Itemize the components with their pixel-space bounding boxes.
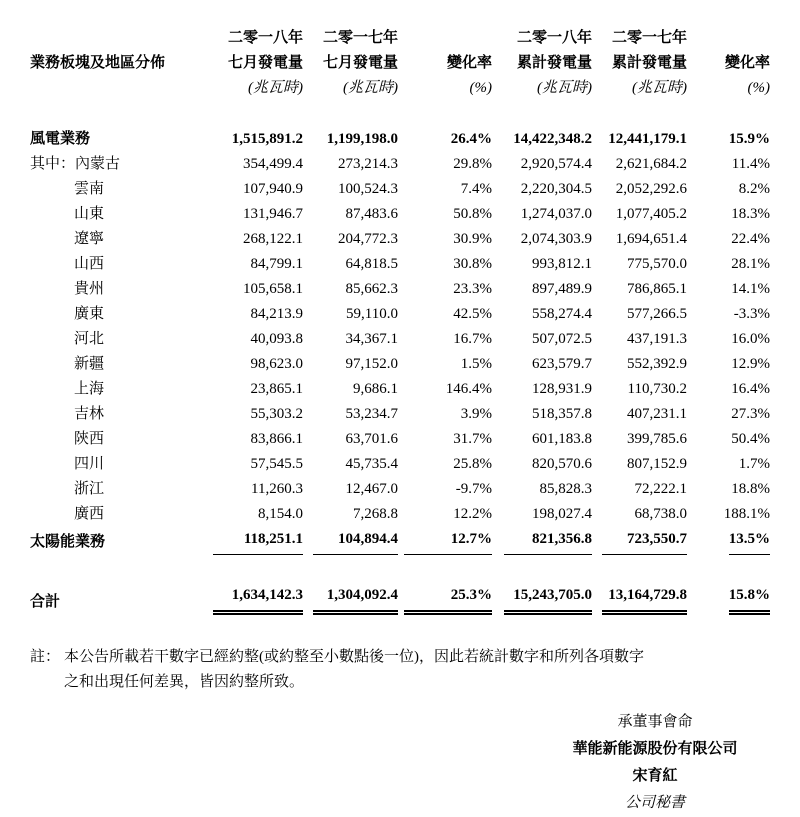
cell-change-monthly: 25.8% [453,456,492,472]
cell-cum-2018: 15,243,705.0 [492,555,592,615]
cell-cum-2017: 723,550.7 [592,527,687,555]
table-row [30,402,770,427]
cell-change-monthly: 3.9% [460,406,492,422]
row-label-cell [30,555,202,615]
cell-cum-2018: 2,920,574.4 [520,156,592,172]
cell-jul-2018: 118,251.1 [202,527,303,555]
cell-cum-2017: 68,738.0 [634,506,687,522]
table-row [30,127,770,152]
header-year: 二零一八年 [516,30,592,46]
header-year: 二零一八年 [227,30,303,46]
cell-jul-2017: 104,894.4 [303,527,398,555]
column-header-cum-2017 [592,26,687,127]
cell-cum-2017: 1,077,405.2 [615,206,687,222]
cell-change-cumulative: 12.9% [731,356,770,372]
table-row [30,377,770,402]
row-label: 太陽能業務 [30,534,106,550]
table-row [30,427,770,452]
column-header-segment [30,26,202,127]
row-label: 新疆 [74,356,105,372]
cell-change-monthly: 30.8% [453,256,492,272]
cell-change-monthly: 30.9% [453,231,492,247]
row-label-cell [30,277,202,302]
row-label-cell [30,402,202,427]
cell-cum-2017: 437,191.3 [627,331,687,347]
table-row [30,502,770,527]
cell-change-cumulative: 28.1% [731,256,770,272]
row-label: 山西 [74,256,105,272]
cell-jul-2018: 107,940.9 [243,181,303,197]
cell-jul-2017: 7,268.8 [353,506,398,522]
cell-cum-2018: 128,931.9 [532,381,592,397]
cell-cum-2018: 558,274.4 [532,306,592,322]
cell-cum-2018: 993,812.1 [532,256,592,272]
cell-cum-2017: 13,164,729.8 [592,555,687,615]
company-name: 華能新能源股份有限公司 [572,741,738,757]
cell-jul-2018: 1,634,142.3 [202,555,303,615]
row-label-cell [30,227,202,252]
header-unit: (兆瓦時) [248,80,303,96]
table-row [30,352,770,377]
cell-jul-2018: 354,499.4 [243,156,303,172]
cell-change-cumulative: 8.2% [738,181,770,197]
cell-cum-2017: 786,865.1 [627,281,687,297]
cell-cum-2017: 12,441,179.1 [608,131,687,147]
column-header-cum-2018 [492,26,592,127]
cell-cum-2017: 2,052,292.6 [615,181,687,197]
row-label: 河北 [74,331,105,347]
header-spacer [30,26,202,51]
row-label-cell [30,327,202,352]
row-label: 廣西 [74,506,105,522]
row-label: 遼寧 [74,231,105,247]
cell-cum-2018: 518,357.8 [532,406,592,422]
table-row [30,477,770,502]
cell-jul-2017: 63,701.6 [345,431,398,447]
cell-cum-2017: 807,152.9 [627,456,687,472]
signatory-title: 公司秘書 [624,795,685,811]
header-spacer [398,26,492,51]
cell-change-monthly: 42.5% [453,306,492,322]
row-label: 合計 [30,594,61,610]
segment-header-label: 業務板塊及地區分佈 [30,55,166,71]
cell-jul-2017: 45,735.4 [345,456,398,472]
cell-cum-2018: 897,489.9 [532,281,592,297]
cell-change-monthly: 16.7% [453,331,492,347]
header-year: 二零一七年 [611,30,687,46]
cell-jul-2017: 9,686.1 [353,381,398,397]
cell-cum-2018: 1,274,037.0 [520,206,592,222]
cell-change-monthly: 12.7% [398,527,492,555]
cell-jul-2018: 23,865.1 [250,381,303,397]
cell-cum-2018: 601,183.8 [532,431,592,447]
column-header-jul-2018 [202,26,303,127]
cell-cum-2018: 198,027.4 [532,506,592,522]
row-label: 貴州 [74,281,105,297]
table-header [30,26,770,127]
row-label-cell [30,477,202,502]
header-unit: (兆瓦時) [537,80,592,96]
row-label-cell [30,527,202,555]
cell-change-monthly: 25.3% [398,555,492,615]
row-label: 山東 [74,206,105,222]
row-label: 上海 [74,381,105,397]
header-measure: 變化率 [724,55,770,71]
cell-change-cumulative: 16.0% [731,331,770,347]
table-row [30,277,770,302]
table-row [30,527,770,555]
cell-change-cumulative: 11.4% [731,156,770,172]
cell-cum-2017: 775,570.0 [627,256,687,272]
cell-change-cumulative: 15.9% [728,131,770,147]
row-label-cell [30,352,202,377]
cell-change-cumulative: 27.3% [731,406,770,422]
cell-change-monthly: 31.7% [453,431,492,447]
cell-cum-2017: 552,392.9 [627,356,687,372]
table-row [30,152,770,177]
cell-change-monthly: 7.4% [460,181,492,197]
cell-cum-2018: 820,570.6 [532,456,592,472]
row-label-cell [30,152,202,177]
cell-jul-2017: 34,367.1 [345,331,398,347]
note-label: 註： [30,649,61,665]
cell-jul-2018: 98,623.0 [250,356,303,372]
cell-jul-2018: 55,303.2 [250,406,303,422]
cell-cum-2018: 507,072.5 [532,331,592,347]
row-label: 其中：內蒙古 [30,156,121,172]
table-row [30,302,770,327]
cell-cum-2017: 577,266.5 [627,306,687,322]
cell-jul-2017: 273,214.3 [338,156,398,172]
header-unit: (兆瓦時) [632,80,687,96]
cell-change-monthly: 29.8% [453,156,492,172]
cell-cum-2017: 407,231.1 [627,406,687,422]
row-label: 廣東 [74,306,105,322]
cell-change-cumulative: 16.4% [731,381,770,397]
cell-change-monthly: 12.2% [453,506,492,522]
cell-change-monthly: 146.4% [445,381,492,397]
cell-jul-2017: 64,818.5 [345,256,398,272]
table-row [30,452,770,477]
header-spacer [687,26,770,51]
cell-jul-2017: 85,662.3 [345,281,398,297]
cell-jul-2018: 8,154.0 [258,506,303,522]
note-line-1: 本公告所載若干數字已經約整(或約整至小數點後一位)，因此若統計數字和所列各項數字 [64,649,644,665]
header-unit: (%) [747,80,770,96]
cell-jul-2017: 1,304,092.4 [303,555,398,615]
cell-jul-2018: 40,093.8 [250,331,303,347]
cell-jul-2017: 100,524.3 [338,181,398,197]
row-label-cell [30,202,202,227]
signatory-name: 宋育紅 [632,768,678,784]
header-unit: (%) [469,80,492,96]
cell-cum-2018: 85,828.3 [539,481,592,497]
row-label: 四川 [74,456,105,472]
cell-change-cumulative: -3.3% [733,306,770,322]
cell-change-monthly: 1.5% [460,356,492,372]
row-label: 陝西 [74,431,105,447]
table-body [30,127,770,615]
table-row [30,327,770,352]
row-label-cell [30,177,202,202]
cell-jul-2017: 1,199,198.0 [326,131,398,147]
header-measure: 累計發電量 [611,55,687,71]
cell-cum-2017: 1,694,651.4 [615,231,687,247]
header-measure: 七月發電量 [322,55,398,71]
cell-cum-2017: 72,222.1 [634,481,687,497]
cell-jul-2018: 1,515,891.2 [231,131,303,147]
cell-change-monthly: -9.7% [455,481,492,497]
header-unit: (兆瓦時) [343,80,398,96]
table-row [30,177,770,202]
table-row [30,555,770,615]
row-label: 風電業務 [30,131,91,147]
cell-change-cumulative: 188.1% [723,506,770,522]
cell-change-cumulative: 18.8% [731,481,770,497]
cell-change-cumulative: 18.3% [731,206,770,222]
cell-jul-2017: 59,110.0 [346,306,398,322]
cell-jul-2017: 204,772.3 [338,231,398,247]
cell-jul-2018: 83,866.1 [250,431,303,447]
header-spacer [30,76,202,101]
table-row [30,202,770,227]
cell-cum-2017: 399,785.6 [627,431,687,447]
cell-change-cumulative: 13.5% [687,527,770,555]
cell-change-cumulative: 1.7% [738,456,770,472]
cell-jul-2017: 53,234.7 [345,406,398,422]
cell-cum-2018: 2,074,303.9 [520,231,592,247]
signature-block [540,709,770,817]
row-label-cell [30,452,202,477]
cell-cum-2018: 821,356.8 [492,527,592,555]
cell-jul-2018: 11,260.3 [251,481,303,497]
cell-cum-2018: 14,422,348.2 [513,131,592,147]
column-header-change-monthly [398,26,492,127]
table-row [30,227,770,252]
generation-table [30,26,770,615]
cell-jul-2018: 57,545.5 [250,456,303,472]
cell-jul-2018: 268,122.1 [243,231,303,247]
cell-change-cumulative: 50.4% [731,431,770,447]
column-header-change-cumulative [687,26,770,127]
cell-jul-2018: 84,213.9 [250,306,303,322]
cell-jul-2017: 97,152.0 [345,356,398,372]
cell-change-monthly: 50.8% [453,206,492,222]
cell-jul-2017: 87,483.6 [345,206,398,222]
note-line-2: 之和出現任何差異，皆因約整所致。 [64,674,305,690]
row-label: 吉林 [74,406,105,422]
row-label-cell [30,252,202,277]
row-label: 雲南 [74,181,105,197]
cell-jul-2017: 12,467.0 [345,481,398,497]
header-measure: 變化率 [446,55,492,71]
row-label-cell [30,427,202,452]
cell-change-cumulative: 14.1% [731,281,770,297]
by-order-of-board: 承董事會命 [617,714,693,730]
row-label: 浙江 [74,481,105,497]
row-label-cell [30,377,202,402]
header-year: 二零一七年 [322,30,398,46]
cell-change-cumulative: 22.4% [731,231,770,247]
column-header-jul-2017 [303,26,398,127]
row-label-cell [30,302,202,327]
table-row [30,252,770,277]
cell-jul-2018: 131,946.7 [243,206,303,222]
cell-change-monthly: 26.4% [450,131,492,147]
cell-cum-2017: 2,621,684.2 [615,156,687,172]
cell-jul-2018: 84,799.1 [250,256,303,272]
cell-cum-2017: 110,730.2 [627,381,687,397]
rounding-note [30,645,770,695]
cell-change-cumulative: 15.8% [687,555,770,615]
row-label-cell [30,127,202,152]
cell-change-monthly: 23.3% [453,281,492,297]
note-text [64,645,770,695]
row-label-cell [30,502,202,527]
header-measure: 累計發電量 [516,55,592,71]
cell-cum-2018: 2,220,304.5 [520,181,592,197]
cell-jul-2018: 105,658.1 [243,281,303,297]
header-measure: 七月發電量 [227,55,303,71]
cell-cum-2018: 623,579.7 [532,356,592,372]
